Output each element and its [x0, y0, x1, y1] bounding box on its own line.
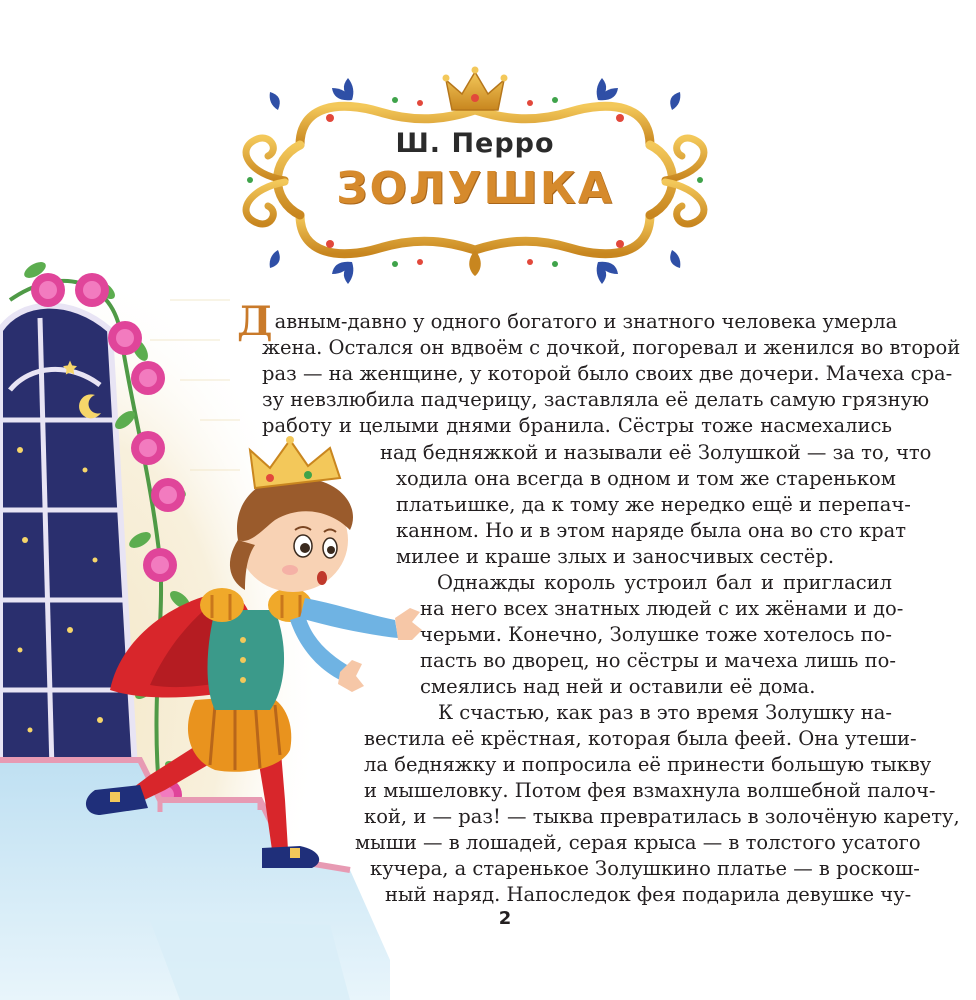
page-number: 2	[498, 908, 512, 929]
story-line: пасть во дворец, но сёстры и мачеха лишь по-	[420, 649, 896, 672]
story-line: мыши — в лошадей, серая крыса — в толстого усатого	[355, 831, 921, 854]
story-line: Давным-давно у одного богатого и знатного человека умерла	[237, 298, 898, 345]
story-line: ный наряд. Напоследок фея подарила девушке чу-	[385, 883, 912, 906]
story-line: над бедняжкой и называли её Золушкой — за то, что	[380, 441, 932, 464]
story-line: на него всех знатных людей с их жёнами и до-	[420, 597, 904, 620]
story-line: раз — на женщине, у которой было своих две дочери. Мачеха сра-	[262, 362, 953, 385]
story-line: вестила её крёстная, которая была феей. Она утеши-	[364, 727, 917, 750]
story-line: платьишке, да к тому же нередко ещё и перепач-	[396, 493, 911, 516]
story-line: и мышеловку. Потом фея взмахнула волшебной палоч-	[364, 779, 936, 802]
crown-ornament-icon	[443, 67, 508, 111]
drop-cap: Д	[237, 298, 273, 345]
story-line: кучера, а старенькое Золушкино платье — в роскош-	[370, 857, 920, 880]
story-line: Однажды король устроил бал и пригласил	[437, 571, 892, 594]
story-line: канном. Но и в этом наряде была она во сто крат	[396, 519, 907, 542]
book-title: ЗОЛУШКА	[336, 163, 614, 214]
author-name: Ш. Перро	[395, 128, 555, 159]
story-line: К счастью, как раз в это время Золушку на-	[438, 701, 893, 724]
arched-window	[0, 306, 135, 770]
story-line: зу невзлюбила падчерицу, заставляла её делать самую грязную	[262, 388, 930, 411]
story-line: смеялись над ней и оставили её дома.	[420, 675, 816, 698]
story-line: черьми. Конечно, Золушке тоже хотелось по-	[420, 623, 892, 646]
story-line: жена. Остался он вдвоём с дочкой, погоревал и женился во второй	[262, 336, 961, 359]
story-line: милее и краше злых и заносчивых сестёр.	[396, 545, 835, 568]
title-block	[330, 126, 620, 216]
story-line: ходила она всегда в одном и том же стареньком	[396, 467, 896, 490]
story-line: ла бедняжку и попросила её принести большую тыкву	[364, 753, 932, 776]
story-line: работу и целыми днями бранила. Сёстры тоже насмехались	[262, 414, 892, 437]
story-line: кой, и — раз! — тыква превратилась в золочёную карету,	[364, 805, 960, 828]
